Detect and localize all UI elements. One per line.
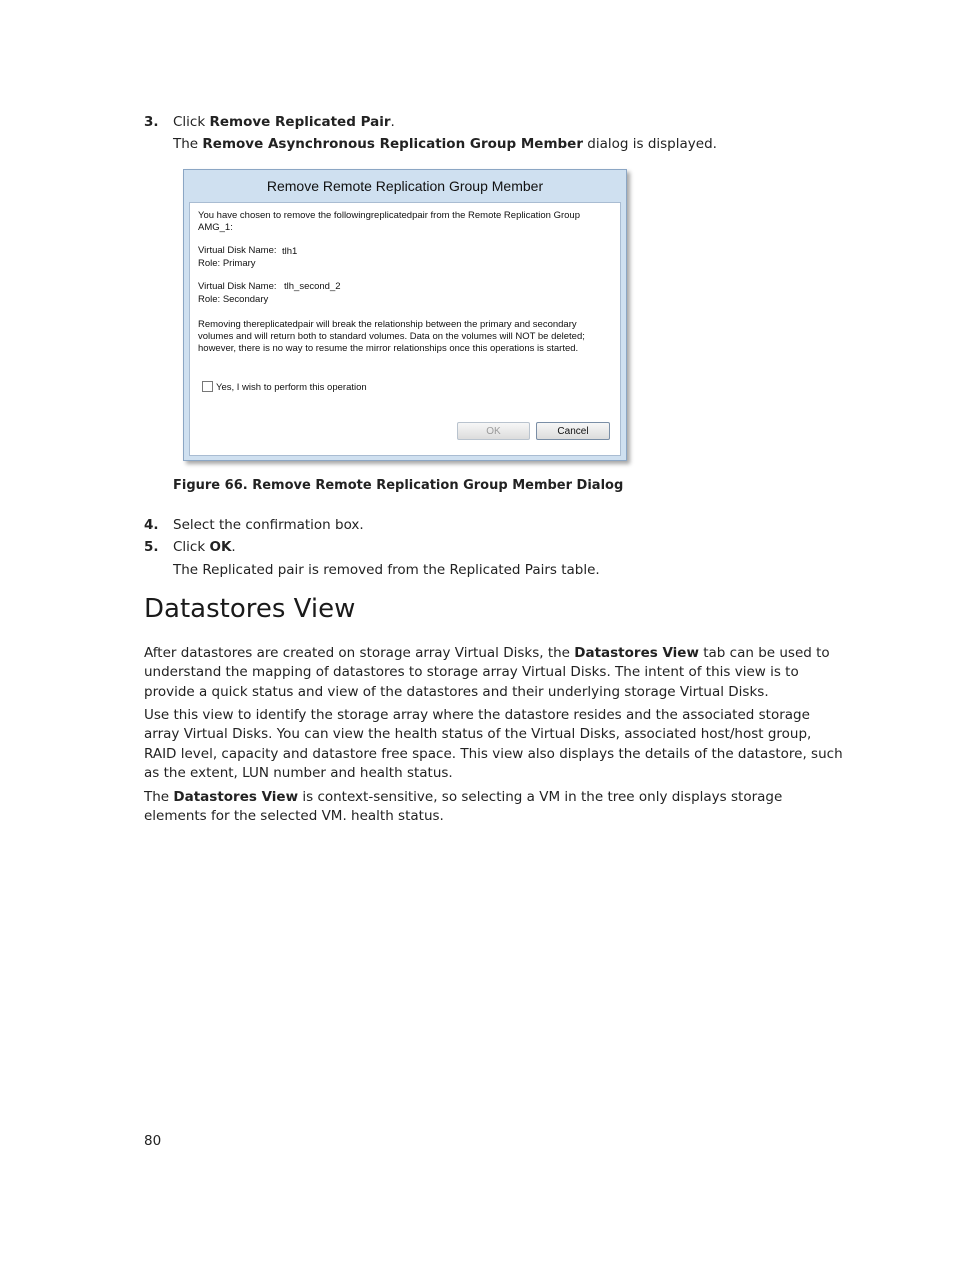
figure-caption: Figure 66. Remove Remote Replication Group Member Dialog bbox=[173, 478, 624, 493]
step-3-text bbox=[173, 114, 395, 130]
dialog-body bbox=[189, 202, 621, 456]
warning-line1: Removing thereplicatedpair will break the relationship between the primary and secondary bbox=[198, 319, 577, 330]
step-5-bold: OK bbox=[209, 539, 232, 555]
step-5-prefix: Click bbox=[173, 539, 210, 555]
step-3-prefix: Click bbox=[173, 114, 210, 130]
vd2-label: Virtual Disk Name: bbox=[198, 281, 277, 292]
paragraph-3 bbox=[144, 788, 844, 827]
step-5-subtext: The Replicated pair is removed from the Replicated Pairs table. bbox=[173, 562, 600, 578]
paragraph-3-bold: Datastores View bbox=[173, 789, 299, 805]
paragraph-3-c: is context-sensitive, so selecting a VM in the tree only displays storage elements for the selected VM. health status. bbox=[144, 789, 783, 825]
warning-line3: however, there is no way to resume the mirror relationships once this operations is started. bbox=[198, 343, 579, 354]
warning-line2: volumes and will return both to standard volumes. Data on the volumes will NOT be deleted; bbox=[198, 331, 585, 342]
step-3-number: 3. bbox=[144, 114, 159, 130]
confirm-checkbox-label[interactable]: Yes, I wish to perform this operation bbox=[216, 382, 367, 393]
dialog-title: Remove Remote Replication Group Member bbox=[266, 178, 544, 194]
vd2-role: Role: Secondary bbox=[198, 294, 269, 305]
dialog-intro-line2: AMG_1: bbox=[198, 222, 233, 233]
step-3-sub-suffix: dialog is displayed. bbox=[583, 136, 717, 152]
dialog-intro-line1: You have chosen to remove the followingreplicatedpair from the Remote Replication Group bbox=[198, 210, 580, 221]
paragraph-3-a: The bbox=[144, 789, 174, 805]
step-3-subtext bbox=[173, 136, 717, 152]
vd1-label: Virtual Disk Name: bbox=[198, 245, 277, 256]
remove-replication-dialog bbox=[183, 169, 627, 461]
vd1-role: Role: Primary bbox=[198, 258, 256, 269]
step-5-number: 5. bbox=[144, 539, 159, 555]
paragraph-1 bbox=[144, 644, 844, 702]
step-3-bold: Remove Replicated Pair bbox=[209, 114, 391, 130]
step-3-sub-bold: Remove Asynchronous Replication Group Member bbox=[202, 136, 583, 152]
paragraph-2: Use this view to identify the storage array where the datastore resides and the associated storage array Virtual Disks. You can view the health status of the Virtual Disks, associated host/host group, RAID level, capacity and datastore free space. This view also displays the details of the datastore, such as the extent, LUN number and health status. bbox=[144, 707, 843, 781]
cancel-button[interactable]: Cancel bbox=[536, 422, 610, 440]
vd2-value: tlh_second_2 bbox=[284, 281, 341, 292]
paragraph-1-a: After datastores are created on storage array Virtual Disks, the bbox=[144, 645, 575, 661]
page-number: 80 bbox=[144, 1133, 162, 1149]
step-3-sub-prefix: The bbox=[173, 136, 203, 152]
paragraph-1-bold: Datastores View bbox=[574, 645, 699, 661]
step-3-suffix: . bbox=[390, 114, 395, 130]
confirm-checkbox[interactable] bbox=[202, 381, 213, 392]
section-title: Datastores View bbox=[144, 594, 356, 624]
step-4-number: 4. bbox=[144, 517, 159, 533]
ok-button[interactable]: OK bbox=[457, 422, 530, 440]
step-4-text: Select the confirmation box. bbox=[173, 517, 364, 533]
vd1-value: tlh1 bbox=[282, 246, 298, 257]
step-5-suffix: . bbox=[231, 539, 236, 555]
step-5-text bbox=[173, 539, 236, 555]
paragraph-1-c: tab can be used to understand the mapping of datastores to storage array Virtual Disks. The intent of this view is to provide a quick status and view of the datastores and their underlying storage Virtual Disks. bbox=[144, 645, 830, 700]
